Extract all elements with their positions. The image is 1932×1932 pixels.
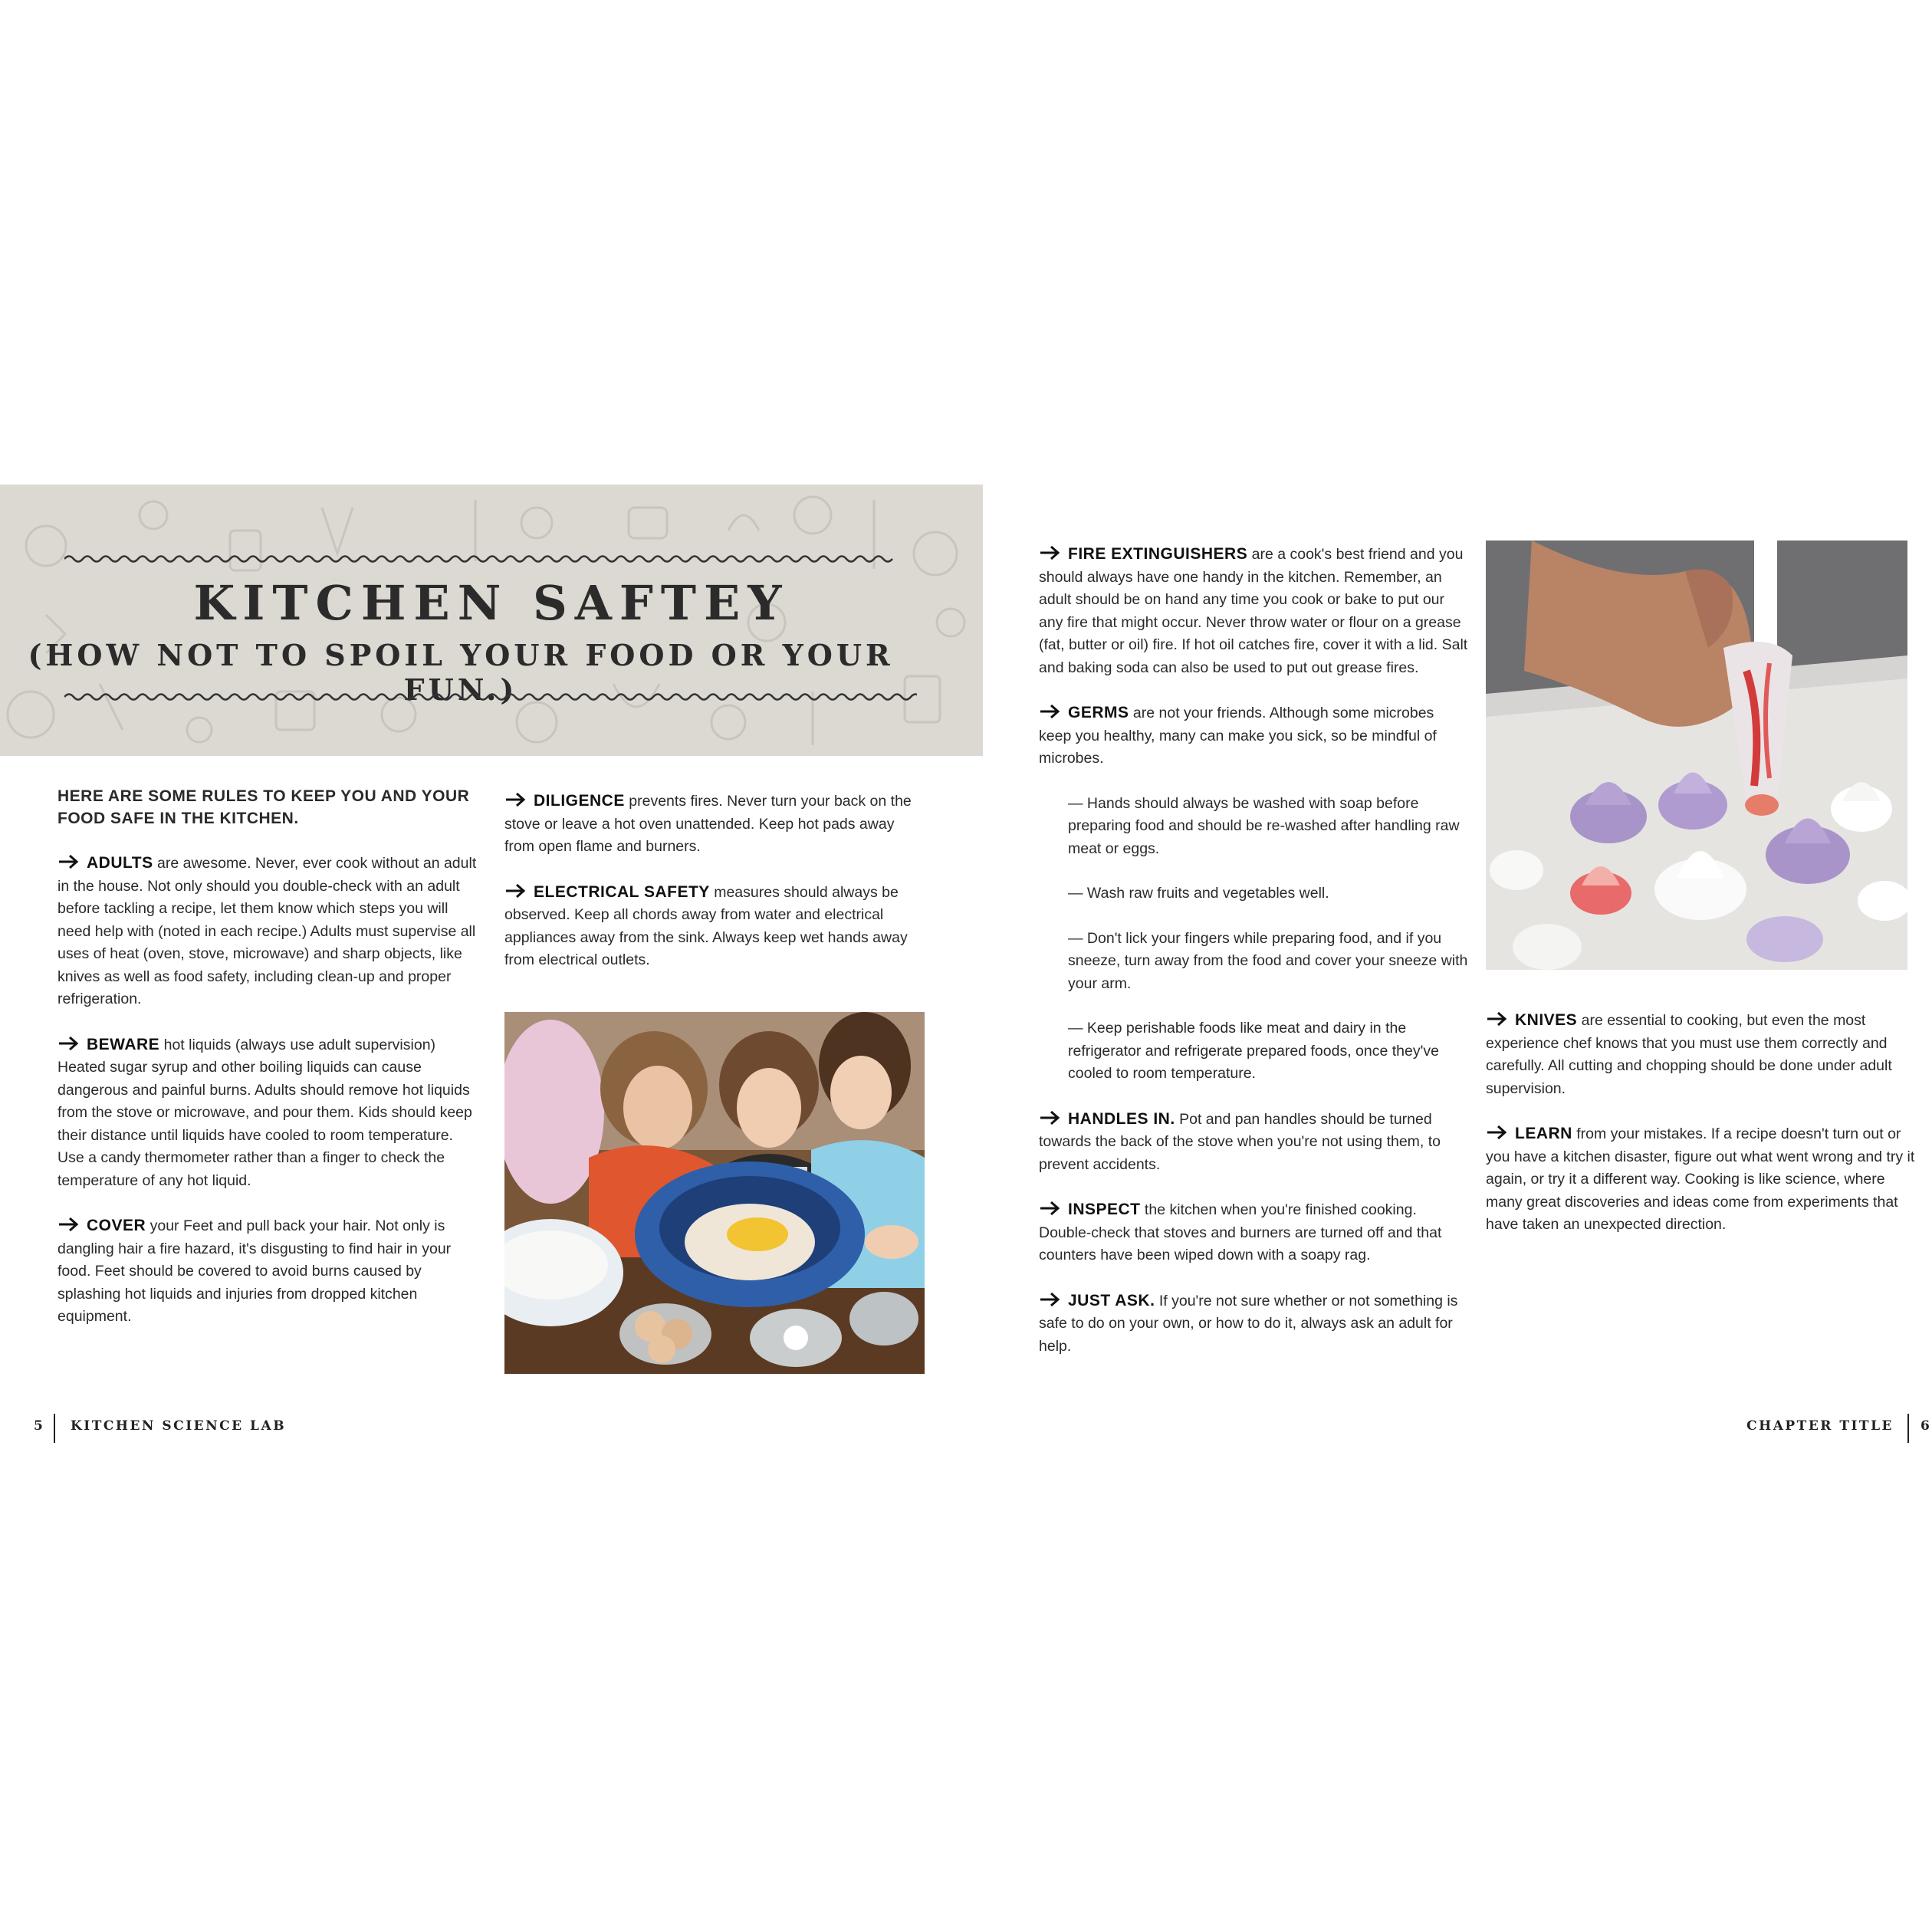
rule-inspect: INSPECT the kitchen when you're finished cooking. Double-check that stoves and burners are turned off and that counters have been wiped down with a soapy rag. [1039, 1201, 1442, 1263]
kids-mixing-photo [504, 1012, 925, 1374]
arrow-right-icon [1039, 704, 1060, 719]
germs-item-wash: — Wash raw fruits and vegetables well. [1068, 885, 1329, 902]
page-title: KITCHEN SAFTEY [193, 575, 790, 631]
rule-diligence: DILIGENCE prevents fires. Never turn your back on the stove or leave a hot oven unattended. Keep hot pads away from open flame and burners. [504, 792, 912, 855]
rule-germs: GERMS are not your friends. Although some microbes keep you healthy, many can make you sick, so be mindful of microbes. [1039, 704, 1437, 767]
right-running-title: CHAPTER TITLE [1746, 1418, 1894, 1434]
arrow-right-icon [58, 1217, 79, 1232]
rule-fire-extinguishers: FIRE EXTINGUISHERS are a cook's best friend and you should always have one handy in the kitchen. Remember, an adult should be on hand any time you cook or bake to put our any fire that might occur. Never throw water or flour on a grease (fat, butter or oil) fire. If hot oil catches fire, cover it with a lid. Salt and baking soda can also be used to put out grease fires. [1039, 545, 1468, 676]
rule-knives: KNIVES are essential to cooking, but even the most experience chef knows that you must use them correctly and carefully. All cutting and chopping should be done under adult supervision. [1486, 1011, 1892, 1097]
rule-learn: LEARN from your mistakes. If a recipe doesn't turn out or you have a kitchen disaster, figure out what went wrong and try it again, or try it a different way. Cooking is like science, where many great discoveries and ideas come from experiments that have taken an unexpected direction. [1486, 1125, 1915, 1233]
intro-text: HERE ARE SOME RULES TO KEEP YOU AND YOUR FOOD SAFE IN THE KITCHEN. [58, 787, 470, 827]
arrow-right-icon [504, 883, 526, 899]
arrow-right-icon [1039, 545, 1060, 560]
right-footer-divider [1907, 1414, 1909, 1443]
arrow-right-icon [1486, 1011, 1507, 1027]
wavy-rule-bottom [64, 692, 917, 702]
rule-just-ask: JUST ASK. If you're not sure whether or not something is safe to do on your own, or how to do it, always ask an adult for help. [1039, 1291, 1458, 1355]
right-page-number: 6 [1921, 1418, 1932, 1434]
germs-item-sneeze: — Don't lick your fingers while preparing food, and if you sneeze, turn away from the food and cover your sneeze with your arm. [1068, 929, 1468, 992]
germs-item-hands: — Hands should always be washed with soap before preparing food and should be re-washed after handling raw meat or eggs. [1068, 794, 1460, 857]
page-subtitle: (HOW NOT TO SPOIL YOUR FOOD OR YOUR FUN.) [28, 638, 894, 707]
arrow-right-icon [1039, 1110, 1060, 1125]
left-page-number: 5 [34, 1418, 45, 1434]
arrow-right-icon [58, 854, 79, 869]
rule-electrical-safety: ELECTRICAL SAFETY measures should always be observed. Keep all chords away from water and electrical appliances away from the sink. Always keep wet hands away from electrical outlets. [504, 882, 908, 968]
germs-item-perishable: — Keep perishable foods like meat and dairy in the refrigerator and refrigerate prepared foods, once they've cooled to room temperature. [1068, 1020, 1439, 1082]
column-right [1486, 1009, 1915, 1259]
arrow-right-icon [58, 1036, 79, 1051]
rule-adults: ADULTS are awesome. Never, ever cook without an adult in the house. Not only should you double-check with an adult before tackling a recipe, let them know which steps you will need help with (noted in each recipe.) Adults must supervise all uses of heat (oven, stove, microwave) and sharp objects, like knives as well as food safety, including clean-up and proper refrigeration. [58, 854, 477, 1007]
rule-cover: COVER your Feet and pull back your hair. Not only is dangling hair a fire hazard, it's disgusting to find hair in your food. Feet should be covered to avoid burns caused by splashing hot liquids and injuries from dropped kitchen equipment. [58, 1217, 452, 1325]
right-running-title-wrap [1746, 1418, 1894, 1434]
arrow-right-icon [1039, 1201, 1060, 1216]
meringue-piping-photo [1486, 540, 1907, 970]
rule-handles-in: HANDLES IN. Pot and pan handles should be turned towards the back of the stove when you're not using them, to prevent accidents. [1039, 1109, 1441, 1173]
left-footer-divider [54, 1414, 55, 1443]
left-running-title: KITCHEN SCIENCE LAB [71, 1418, 287, 1434]
column-center [504, 790, 925, 994]
wavy-rule-top [64, 554, 917, 564]
rule-beware: BEWARE hot liquids (always use adult supervision) Heated sugar syrup and other boiling liquids can cause dangerous and painful burns. Adults should remove hot liquids from the stove or microwave, and pour them. Kids should keep their distance until liquids have cooled to room temperature. Use a candy thermometer rather than a finger to check the temperature of any hot liquid. [58, 1035, 472, 1189]
arrow-right-icon [1039, 1292, 1060, 1307]
arrow-right-icon [504, 792, 526, 807]
title-banner [0, 485, 983, 756]
column-right-center [1039, 543, 1468, 1380]
column-left [58, 785, 479, 1351]
arrow-right-icon [1486, 1125, 1507, 1140]
